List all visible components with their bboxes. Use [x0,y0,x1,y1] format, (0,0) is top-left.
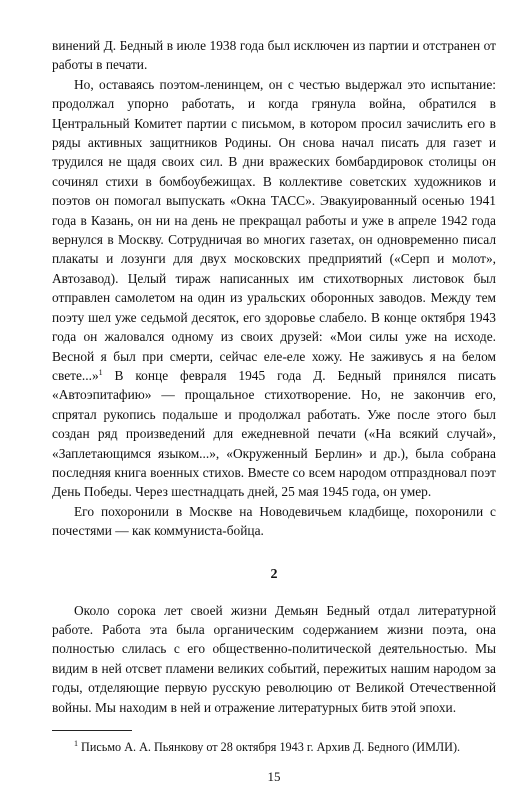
page-number: 15 [267,769,281,784]
page-body [52,36,496,786]
footnote-divider [52,730,132,731]
footnote [52,739,496,756]
footnote-text: Письмо А. А. Пьянкову от 28 октября 1943 г. Архив Д. Бедного (ИМЛИ). [81,740,461,754]
paragraph-war-years [52,75,496,502]
paragraph-war-years-end: В конце февраля 1945 года Д. Бедный принялся писать «Автоэпитафию» — прощальное стихотворение. Но, не закончив его, спрятал рукопись подальше и продолжал работать. Уже после этого был создан ряд произведений для ежедневной печати («На всякий случай», «Заплетающимся языком...», «Окруженный Берлин» и др.), была собрана последняя книга военных стихов. Вместе со всем народом отпраздновал поэт День Победы. Через шестнадцать дней, 25 мая 1945 года, он умер. [52,367,496,500]
paragraph-burial: Его похоронили в Москве на Новодевичьем кладбище, похоронили с почестями — как коммуниста-бойца. [52,503,496,539]
paragraph-war-years-text: Но, оставаясь поэтом-ленинцем, он с честью выдержал это испытание: продолжал упорно работать, и когда грянула война, обратился в Центральный Комитет партии с письмом, в котором просил зачислить его в ряды активных защитников Родины. Он снова начал писать для газет и трудился не щадя своих сил. В дни вражеских бомбардировок столицы он сочинял стихи в бомбоубежищах. В коллективе советских художников и поэтов он помогал выпускать «Окна ТАСС». Эвакуированный осенью 1941 года в Казань, он ни на день не прекращал работы и уже в апреле 1942 года вернулся в Москву. Сотрудничая во многих газетах, он одновременно писал плакаты и лозунги для двух московских предприятий («Серп и молот», Автозавод). Целый тираж написанных им стихотворных листовок был отправлен самолетом на один из уральских оборонных заводов. Между тем поэту шел уже седьмой десяток, его здоровье слабело. В конце октября 1943 года он жаловался одному из своих друзей: «Мои силы уже на исходе. Весной я был при смерти, сейчас еле-еле хожу. Не заживусь я на белом свете...» [52,76,496,383]
paragraph-continuation: винений Д. Бедный в июле 1938 года был исключен из партии и отстранен от работы в печати. [52,38,496,73]
footnote-reference[interactable]: 1 [98,367,103,377]
footnote-marker: 1 [74,739,78,748]
paragraph-section-intro: Около сорока лет своей жизни Демьян Бедный отдал литературной работе. Работа эта была органическим содержанием жизни поэта, она полностью слилась с его общественно-политической деятельностью. Мы видим в ней отсвет пламени великих событий, пережитых нашим народом за годы, отделяющие первую русскую революцию от Великой Отечественной войны. Мы находим в ней и отражение литературных битв этой эпохи. [52,602,496,715]
section-number: 2 [270,566,278,582]
